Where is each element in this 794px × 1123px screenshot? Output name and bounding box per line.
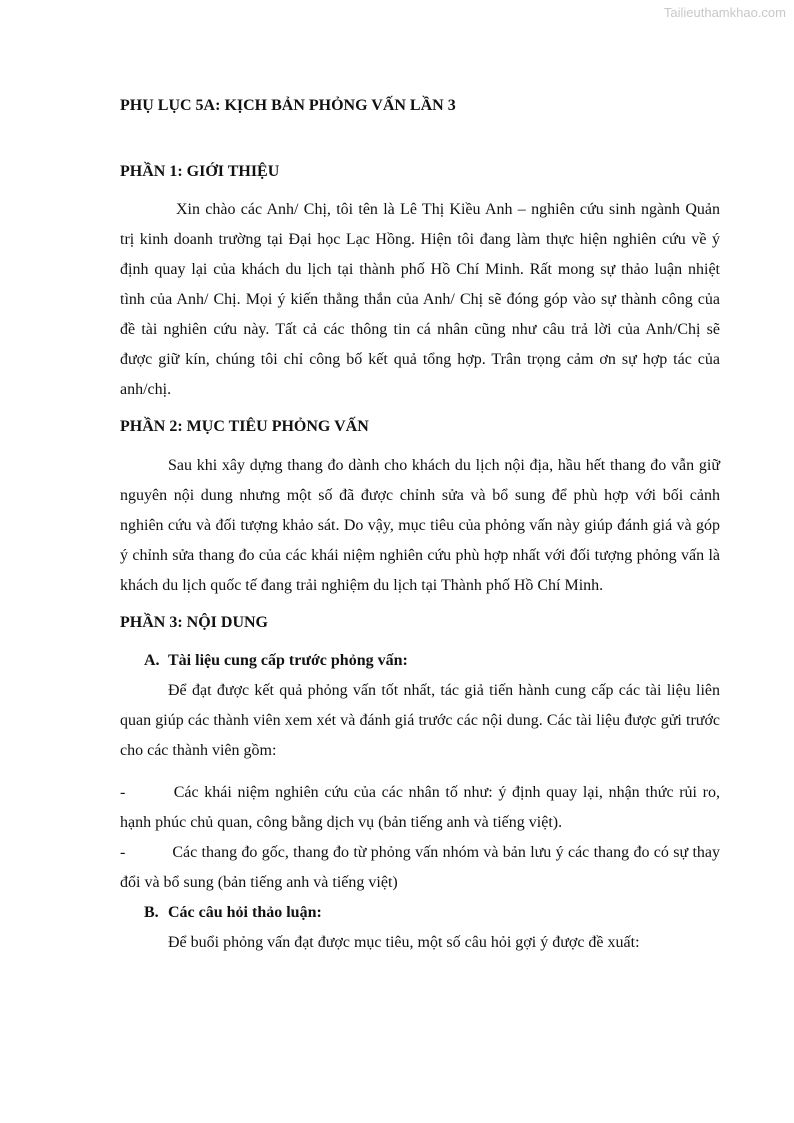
subsection-a-letter: A. xyxy=(144,651,160,669)
section-2-paragraph: Sau khi xây dựng thang đo dành cho khách du lịch nội địa, hầu hết thang đo vẫn giữ nguyên nội dung nhưng một số đã được chỉnh sửa và bổ sung để phù hợp với bối cảnh nghiên cứu và đối tượng khảo sát. Do vậy, mục tiêu của phỏng vấn này giúp đánh giá và góp ý chỉnh sửa thang đo của các khái niệm nghiên cứu phù hợp nhất với đối tượng phỏng vấn là khách du lịch quốc tế đang trải nghiệm du lịch tại Thành phố Hồ Chí Minh. xyxy=(120,456,720,594)
bullet-dash: - xyxy=(120,783,126,801)
subsection-b-paragraph: Để buổi phỏng vấn đạt được mục tiêu, một số câu hỏi gợi ý được đề xuất: xyxy=(168,933,640,951)
bullet-text: Các khái niệm nghiên cứu của các nhân tố như: ý định quay lại, nhận thức rủi ro, hạnh phúc chủ quan, công bằng dịch vụ (bản tiếng anh và tiếng việt). xyxy=(120,783,721,831)
subsection-a-title: Tài liệu cung cấp trước phỏng vấn: xyxy=(168,651,408,669)
subsection-a-paragraph: Để đạt được kết quả phỏng vấn tốt nhất, tác giả tiến hành cung cấp các tài liệu liên quan giúp các thành viên xem xét và đánh giá trước các nội dung. Các tài liệu được gửi trước cho các thành viên gồm: xyxy=(120,681,720,759)
subsection-b-heading xyxy=(120,898,720,928)
subsection-b-letter: B. xyxy=(144,903,159,921)
document-body xyxy=(120,96,720,958)
bullet-dash: - xyxy=(120,843,126,861)
section-1-paragraph: Xin chào các Anh/ Chị, tôi tên là Lê Thị Kiều Anh – nghiên cứu sinh ngành Quản trị kinh doanh trường tại Đại học Lạc Hồng. Hiện tôi đang làm thực hiện nghiên cứu về ý định quay lại của khách du lịch tại thành phố Hồ Chí Minh. Rất mong sự thảo luận nhiệt tình của Anh/ Chị. Mọi ý kiến thẳng thắn của Anh/ Chị sẽ đóng góp vào sự thành công của đề tài nghiên cứu này. Tất cả các thông tin cá nhân cũng như câu trả lời của Anh/Chị sẽ được giữ kín, chúng tôi chỉ công bố kết quả tổng hợp. Trân trọng cảm ơn sự hợp tác của anh/chị. xyxy=(120,201,720,399)
document-title: PHỤ LỤC 5A: KỊCH BẢN PHỎNG VẤN LẦN 3 xyxy=(120,97,456,114)
section-1-heading: PHẦN 1: GIỚI THIỆU xyxy=(120,163,280,181)
section-3-heading: PHẦN 3: NỘI DUNG xyxy=(120,613,268,631)
section-2-heading: PHẦN 2: MỤC TIÊU PHỎNG VẤN xyxy=(120,418,369,436)
subsection-a-heading xyxy=(120,646,720,676)
bullet-item xyxy=(120,778,720,838)
subsection-b-title: Các câu hỏi thảo luận: xyxy=(168,903,322,921)
bullet-text: Các thang đo gốc, thang đo từ phỏng vấn nhóm và bản lưu ý các thang đo có sự thay đổi và bổ sung (bản tiếng anh và tiếng việt) xyxy=(120,843,721,891)
bullet-item xyxy=(120,838,720,898)
watermark: Tailieuthamkhao.com xyxy=(663,5,786,20)
